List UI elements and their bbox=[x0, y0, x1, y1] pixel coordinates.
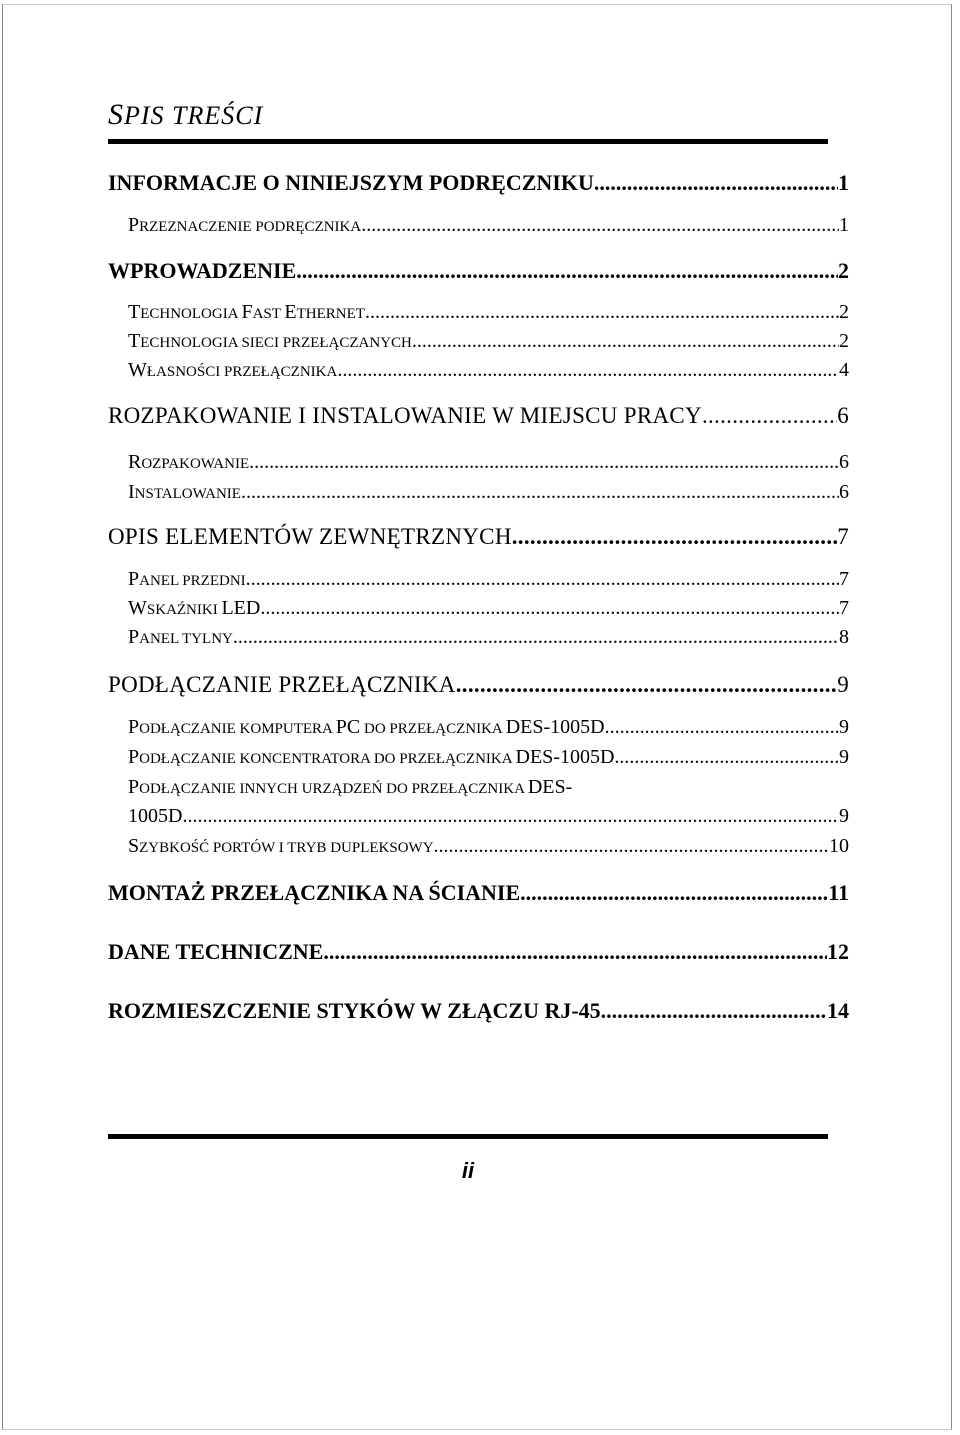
toc-entry-page: 12 bbox=[827, 939, 849, 964]
toc-entry-label: INFORMACJE O NINIEJSZYM PODRĘCZNIKU bbox=[108, 170, 594, 195]
toc-entry-informacje[interactable] bbox=[108, 170, 849, 196]
toc-entry-page: 7 bbox=[839, 568, 849, 590]
toc-entry-label: PODŁĄCZANIE PRZEŁĄCZNIKA bbox=[108, 672, 456, 697]
toc-entry-innych-line1[interactable]: PODŁĄCZANIE INNYCH URZĄDZEŃ DO PRZEŁĄCZNIKA DES- bbox=[128, 776, 573, 798]
toc-entry-page: 11 bbox=[828, 880, 849, 905]
toc-entry-page: 6 bbox=[839, 451, 849, 473]
top-rule bbox=[108, 139, 828, 144]
toc-entry-rozmieszczenie[interactable] bbox=[108, 998, 849, 1024]
toc-entry-label: ROZMIESZCZENIE STYKÓW W ZŁĄCZU RJ-45 bbox=[108, 998, 601, 1023]
toc-entry-page: 8 bbox=[839, 626, 849, 648]
toc-entry-page: 7 bbox=[837, 524, 849, 549]
dot-leader bbox=[182, 805, 839, 828]
dot-leader bbox=[434, 835, 829, 858]
dot-leader bbox=[594, 170, 838, 196]
toc-entry-szybkosc[interactable] bbox=[128, 835, 849, 858]
toc-entry-label: MONTAŻ PRZEŁĄCZNIKA NA ŚCIANIE bbox=[108, 880, 521, 905]
toc-entry-panel-przedni[interactable] bbox=[128, 568, 849, 591]
toc-entry-page: 1 bbox=[838, 170, 849, 195]
dot-leader bbox=[365, 301, 839, 324]
toc-entry-label: PODŁĄCZANIE KONCENTRATORA DO PRZEŁĄCZNIKA DES-1005D bbox=[128, 746, 615, 768]
toc-entry-wskazniki[interactable] bbox=[128, 597, 849, 620]
toc-entry-page: 1 bbox=[839, 214, 849, 236]
toc-entry-page: 9 bbox=[839, 746, 849, 768]
toc-entry-label: TECHNOLOGIA FAST ETHERNET bbox=[128, 301, 365, 323]
toc-entry-komputera[interactable] bbox=[128, 716, 849, 739]
toc-entry-panel-tylny[interactable] bbox=[128, 626, 849, 649]
toc-entry-label: WŁASNOŚCI PRZEŁĄCZNIKA bbox=[128, 359, 338, 381]
toc-entry-wprowadzenie[interactable] bbox=[108, 258, 849, 284]
toc-entry-page: 9 bbox=[839, 716, 849, 738]
toc-entry-label: PRZEZNACZENIE PODRĘCZNIKA bbox=[128, 214, 362, 236]
heading-initial: S bbox=[108, 98, 124, 131]
toc-entry-label: PANEL TYLNY bbox=[128, 626, 233, 648]
toc-entry-label: PODŁĄCZANIE KOMPUTERA PC DO PRZEŁĄCZNIKA DES-1005D bbox=[128, 716, 605, 738]
dot-leader bbox=[512, 524, 837, 550]
toc-entry-page: 2 bbox=[838, 258, 849, 283]
page-number: ii bbox=[461, 1158, 475, 1183]
heading-rest: PIS TREŚCI bbox=[124, 101, 264, 130]
dot-leader bbox=[246, 568, 839, 591]
toc-entry-label: TECHNOLOGIA SIECI PRZEŁĄCZANYCH bbox=[128, 330, 412, 352]
toc-entry-page: 6 bbox=[839, 481, 849, 503]
toc-entry-label: SZYBKOŚĆ PORTÓW I TRYB DUPLEKSOWY bbox=[128, 835, 434, 857]
toc-entry-sieci-przelaczanych[interactable] bbox=[128, 330, 849, 353]
toc-entry-rozpakowanie-instalowanie[interactable] bbox=[108, 403, 849, 429]
toc-entry-label: 1005D bbox=[128, 805, 183, 827]
toc-entry-page: 10 bbox=[829, 835, 849, 857]
dot-leader bbox=[456, 672, 837, 698]
toc-entry-label: OPIS ELEMENTÓW ZEWNĘTRZNYCH bbox=[108, 524, 512, 549]
toc-entry-dane[interactable] bbox=[108, 939, 849, 965]
dot-leader bbox=[260, 597, 839, 620]
toc-entry-page: 2 bbox=[839, 301, 849, 323]
dot-leader bbox=[323, 939, 827, 965]
toc-entry-podlaczanie[interactable] bbox=[108, 672, 849, 698]
toc-entry-label: DANE TECHNICZNE bbox=[108, 939, 324, 964]
toc-entry-page: 7 bbox=[839, 597, 849, 619]
toc-heading bbox=[108, 98, 263, 132]
dot-leader bbox=[337, 359, 839, 382]
toc-entry-page: 9 bbox=[837, 672, 849, 697]
dot-leader bbox=[601, 998, 827, 1024]
dot-leader bbox=[233, 626, 839, 649]
bottom-rule bbox=[108, 1134, 828, 1139]
toc-entry-montaz[interactable] bbox=[108, 880, 849, 906]
toc-entry-label: ROZPAKOWANIE bbox=[128, 451, 250, 473]
toc-entry-fast-ethernet[interactable] bbox=[128, 301, 849, 324]
toc-entry-page: 4 bbox=[839, 359, 849, 381]
toc-entry-instalowanie[interactable] bbox=[128, 481, 849, 504]
dot-leader bbox=[702, 403, 837, 429]
dot-leader bbox=[614, 746, 839, 769]
dot-leader bbox=[361, 214, 839, 237]
toc-entry-przeznaczenie[interactable] bbox=[128, 214, 849, 237]
toc-entry-label: WPROWADZENIE bbox=[108, 258, 297, 283]
dot-leader bbox=[605, 716, 839, 739]
toc-entry-page: 9 bbox=[839, 805, 849, 827]
dot-leader bbox=[412, 330, 839, 353]
dot-leader bbox=[296, 258, 838, 284]
toc-entry-innych-line2[interactable] bbox=[128, 805, 849, 828]
toc-entry-koncentratora[interactable] bbox=[128, 746, 849, 769]
toc-entry-rozpakowanie[interactable] bbox=[128, 451, 849, 474]
dot-leader bbox=[241, 481, 839, 504]
toc-entry-opis-elementow[interactable] bbox=[108, 524, 849, 550]
dot-leader bbox=[249, 451, 839, 474]
toc-entry-page: 6 bbox=[837, 403, 849, 428]
toc-entry-label: PANEL PRZEDNI bbox=[128, 568, 246, 590]
toc-entry-label: ROZPAKOWANIE I INSTALOWANIE W MIEJSCU PRACY bbox=[108, 403, 702, 428]
toc-entry-label: WSKAŹNIKI LED bbox=[128, 597, 261, 619]
toc-entry-wlasnosci[interactable] bbox=[128, 359, 849, 382]
toc-entry-page: 2 bbox=[839, 330, 849, 352]
toc-entry-page: 14 bbox=[827, 998, 849, 1023]
toc-entry-label: INSTALOWANIE bbox=[128, 481, 241, 503]
dot-leader bbox=[520, 880, 828, 906]
